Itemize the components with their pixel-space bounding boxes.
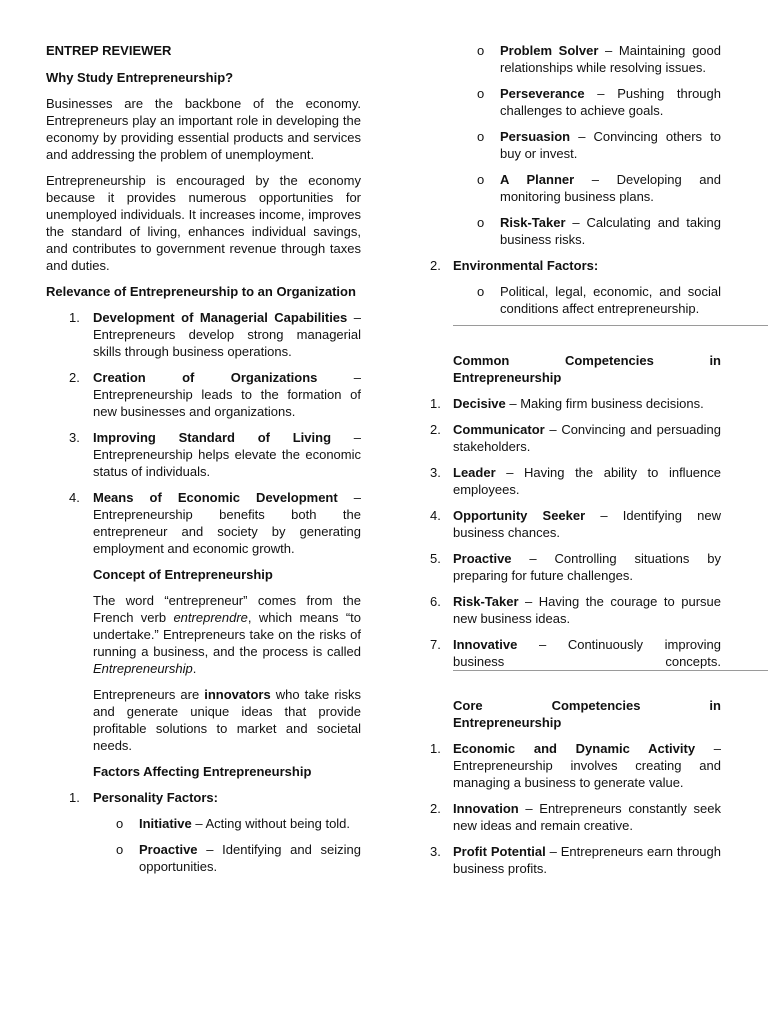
competency-term: Proactive: [453, 551, 512, 566]
competency-desc: – Having the courage to pursue new business ideas.: [453, 594, 721, 626]
trait-term: A Planner: [500, 172, 575, 187]
common-competencies-heading: Common Competencies in Entrepreneurship: [453, 353, 721, 385]
list-number: 3.: [69, 430, 80, 445]
trait-term: Problem Solver: [500, 43, 599, 58]
trait-item: [430, 128, 721, 162]
bullet-icon: o: [477, 129, 485, 144]
competency-desc: – Entrepreneurs earn through business profits.: [453, 844, 722, 876]
concept-paragraph-2: Entrepreneurs are innovators who take risks and generate unique ideas that provide profitable solutions to market and societal needs.: [93, 687, 361, 753]
competency-desc: – Controlling situations by preparing for future challenges.: [453, 551, 721, 583]
relevance-term: Development of Managerial Capabilities: [93, 310, 348, 325]
competency-term: Risk-Taker: [453, 594, 519, 609]
trait-term: Initiative: [139, 816, 192, 831]
trait-item: [430, 171, 721, 205]
competency-item: [430, 421, 721, 455]
trait-desc: – Convincing others to buy or invest.: [500, 129, 721, 161]
trait-item: [430, 214, 721, 248]
list-number: 1.: [69, 790, 80, 805]
trait-term: Perseverance: [500, 86, 585, 101]
list-number: 1.: [69, 310, 80, 325]
trait-item: [430, 85, 721, 119]
relevance-list: [46, 309, 361, 557]
list-number: 2.: [430, 258, 441, 273]
competency-item: [430, 740, 721, 791]
competency-item: [430, 395, 721, 412]
left-column: [46, 42, 361, 884]
relevance-item: [46, 369, 361, 420]
trait-desc: – Maintaining good relationships while resolving issues.: [500, 43, 721, 75]
list-number: 3.: [430, 465, 441, 480]
why-paragraph-1: Businesses are the backbone of the economy. Entrepreneurs play an important role in developing the economy by providing essential products and services and addressing the problem of unemployment.: [46, 96, 361, 162]
relevance-item: [46, 429, 361, 480]
environmental-factors-label: Environmental Factors:: [453, 258, 599, 273]
relevance-desc: – Entrepreneurship leads to the formation of new businesses and organizations.: [93, 370, 361, 419]
trait-term: Risk-Taker: [500, 215, 566, 230]
bullet-icon: o: [116, 842, 124, 857]
competency-term: Profit Potential: [453, 844, 546, 859]
environmental-desc: Political, legal, economic, and social conditions affect entrepreneurship.: [500, 284, 721, 316]
personality-factors-label: Personality Factors:: [93, 790, 218, 805]
competency-item: [430, 507, 721, 541]
list-number: 5.: [430, 551, 441, 566]
competency-term: Innovative: [453, 637, 518, 652]
list-number: 6.: [430, 594, 441, 609]
list-number: 4.: [69, 490, 80, 505]
concept-paragraph-1: The word “entrepreneur” comes from the French verb entreprendre, which means “to undertake.” Entrepreneurs take on the risks of running a business, and the process is called Entrepreneurship.: [93, 593, 361, 676]
trait-term: Persuasion: [500, 129, 571, 144]
factors-heading: Factors Affecting Entrepreneurship: [93, 764, 312, 779]
right-column: [430, 42, 721, 886]
competency-item: [430, 593, 721, 627]
trait-desc: – Developing and monitoring business plans.: [500, 172, 721, 204]
core-competencies-heading: Core Competencies in Entrepreneurship: [453, 698, 721, 730]
competency-term: Opportunity Seeker: [453, 508, 586, 523]
list-number: 2.: [430, 422, 441, 437]
core-competencies-list: [430, 740, 721, 877]
bullet-icon: o: [477, 215, 485, 230]
competency-term: Innovation: [453, 801, 519, 816]
competency-desc: – Making firm business decisions.: [505, 396, 704, 411]
competency-desc: – Continuously improving business concepts.: [453, 637, 721, 669]
competency-term: Communicator: [453, 422, 545, 437]
bullet-icon: o: [477, 172, 485, 187]
bullet-icon: o: [477, 86, 485, 101]
competency-desc: – Entrepreneurs constantly seek new ideas and remain creative.: [453, 801, 721, 833]
section-divider: [453, 670, 768, 671]
personality-factors-item: [46, 789, 361, 806]
relevance-item: [46, 309, 361, 360]
relevance-term: Improving Standard of Living: [93, 430, 332, 445]
trait-desc: – Acting without being told.: [191, 816, 351, 831]
relevance-term: Creation of Organizations: [93, 370, 318, 385]
document-title: ENTREP REVIEWER: [46, 43, 172, 58]
personality-traits-list-continued: [430, 42, 721, 248]
bullet-icon: o: [116, 816, 124, 831]
competency-item: [430, 464, 721, 498]
trait-desc: – Pushing through challenges to achieve goals.: [500, 86, 721, 118]
relevance-desc: – Entrepreneurship benefits both the entrepreneur and society by generating employment and economic growth.: [93, 490, 362, 556]
relevance-heading: Relevance of Entrepreneurship to an Organization: [46, 284, 356, 299]
list-number: 1.: [430, 741, 441, 756]
environmental-factors-item: [430, 257, 721, 274]
personality-traits-list: [46, 815, 361, 875]
competency-term: Decisive: [453, 396, 506, 411]
list-number: 3.: [430, 844, 441, 859]
competency-item: [430, 636, 721, 670]
list-number: 7.: [430, 637, 441, 652]
competency-item: [430, 843, 721, 877]
trait-item: [46, 815, 361, 832]
relevance-desc: – Entrepreneurship helps elevate the economic status of individuals.: [93, 430, 362, 479]
competency-item: [430, 550, 721, 584]
trait-term: Proactive: [139, 842, 198, 857]
trait-desc: – Calculating and taking business risks.: [500, 215, 721, 247]
concept-heading: Concept of Entrepreneurship: [93, 567, 273, 582]
list-number: 2.: [69, 370, 80, 385]
common-competencies-list: [430, 395, 721, 670]
concept-section: [46, 566, 361, 780]
competency-desc: – Entrepreneurship involves creating and managing a business to generate value.: [453, 741, 721, 790]
list-number: 4.: [430, 508, 441, 523]
list-number: 2.: [430, 801, 441, 816]
competency-desc: – Identifying new business chances.: [453, 508, 721, 540]
trait-desc: – Identifying and seizing opportunities.: [139, 842, 361, 874]
competency-desc: – Having the ability to influence employees.: [453, 465, 721, 497]
competency-item: [430, 800, 721, 834]
bullet-icon: o: [477, 284, 485, 299]
list-number: 1.: [430, 396, 441, 411]
relevance-item: [46, 489, 361, 557]
environmental-item: [430, 283, 721, 317]
why-paragraph-2: Entrepreneurship is encouraged by the economy because it provides numerous opportunities for unemployed individuals. It increases income, improves the standard of living, enhances individual savings, and contributes to government revenue through taxes and duties.: [46, 173, 361, 273]
competency-term: Leader: [453, 465, 496, 480]
why-study-heading: Why Study Entrepreneurship?: [46, 70, 234, 85]
trait-item: [46, 841, 361, 875]
competency-term: Economic and Dynamic Activity: [453, 741, 696, 756]
trait-item: [430, 42, 721, 76]
competency-desc: – Convincing and persuading stakeholders.: [453, 422, 721, 454]
bullet-icon: o: [477, 43, 485, 58]
relevance-term: Means of Economic Development: [93, 490, 338, 505]
section-divider: [453, 325, 768, 326]
relevance-desc: – Entrepreneurs develop strong managerial skills through business operations.: [93, 310, 361, 359]
